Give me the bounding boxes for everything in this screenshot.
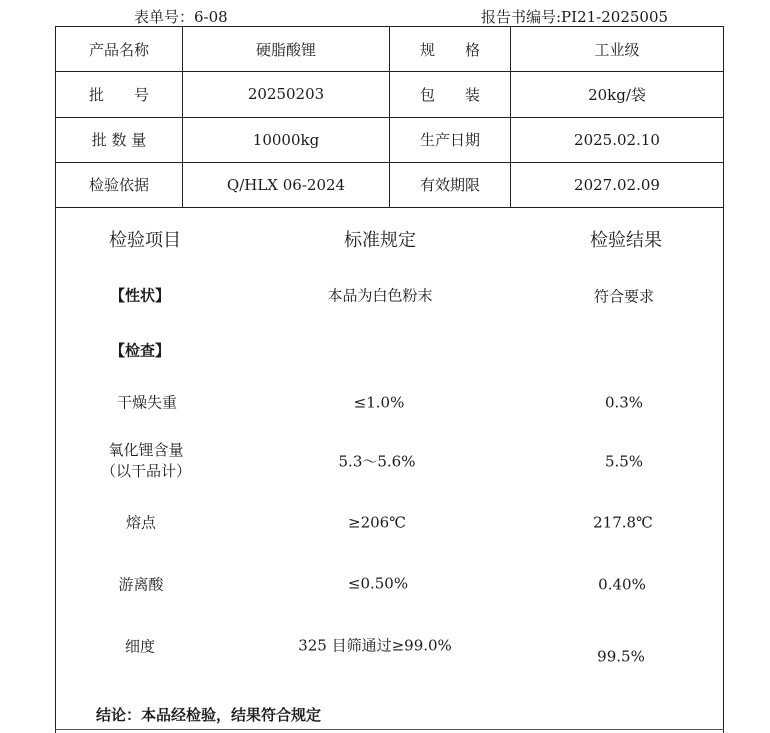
column-header-result: 检验结果 [590,230,662,251]
inspection-heading: 【检查】 [109,341,171,360]
free-acid-result: 0.40% [598,575,646,594]
fineness-item: 细度 [124,637,156,656]
appearance-item: 【性状】 [109,286,171,305]
column-header-standard: 标准规定 [344,230,416,251]
lithium-oxide-result: 5.5% [604,452,644,471]
loss-on-drying-standard: ≤1.0% [353,393,405,412]
appearance-result: 符合要求 [593,287,655,306]
package-value: 20kg/袋 [511,72,724,117]
fineness-result: 99.5% [597,647,645,666]
basis-value: Q/HLX 06-2024 [183,162,390,207]
body-left-border [55,207,56,733]
body-bottom-border [55,729,724,730]
expiry-label: 有效期限 [390,162,511,207]
table-row [56,117,724,162]
batch-no-label: 批 号 [56,72,183,117]
report-number: 报告书编号:PI21-2025005 [481,8,669,26]
product-name-label: 产品名称 [56,27,183,72]
batch-qty-label: 批 数 量 [56,117,183,162]
loss-on-drying-result: 0.3% [604,393,644,412]
lithium-oxide-item-line1: 氧化锂含量 [108,441,184,459]
prod-date-value: 2025.02.10 [511,117,724,162]
batch-qty-value: 10000kg [183,117,390,162]
table-row [56,162,724,207]
lithium-oxide-standard: 5.3～5.6% [338,452,416,471]
conclusion: 结论：本品经检验，结果符合规定 [96,706,322,724]
basis-label: 检验依据 [56,162,183,207]
lithium-oxide-item-line2: （以干品计） [100,462,192,480]
appearance-standard: 本品为白色粉末 [327,286,433,305]
spec-label: 规 格 [390,27,511,72]
melting-point-standard: ≥206℃ [348,513,406,532]
spec-value: 工业级 [511,27,724,72]
column-header-item: 检验项目 [109,230,181,251]
melting-point-result: 217.8℃ [593,513,653,532]
prod-date-label: 生产日期 [390,117,511,162]
expiry-value: 2027.02.09 [511,162,724,207]
fineness-standard: 325 目筛通过≥99.0% [298,636,452,655]
lithium-oxide-item [101,440,191,482]
package-label: 包 装 [390,72,511,117]
batch-no-value: 20250203 [183,72,390,117]
table-row [56,72,724,117]
melting-point-item: 熔点 [125,513,157,532]
free-acid-standard: ≤0.50% [347,574,409,593]
product-info-table [55,26,724,208]
free-acid-item: 游离酸 [118,575,164,594]
form-number: 表单号：6-08 [134,8,228,26]
table-row [56,27,724,72]
product-name-value: 硬脂酸锂 [183,27,390,72]
loss-on-drying-item: 干燥失重 [116,393,178,412]
body-right-border [723,207,724,733]
